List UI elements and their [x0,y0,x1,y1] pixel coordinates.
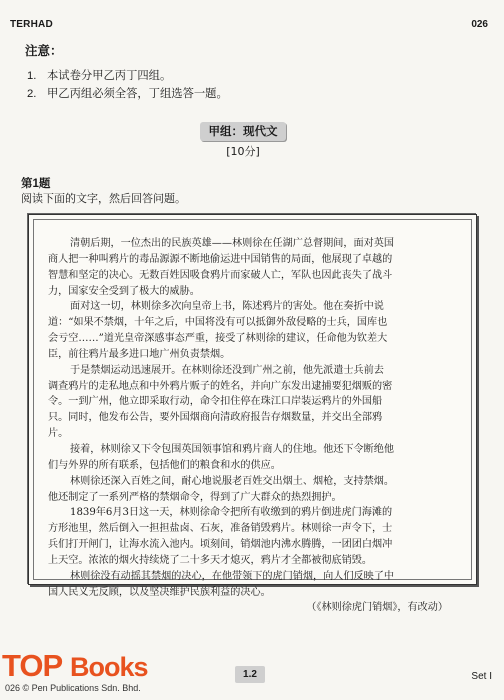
passage-line-text: 们与外界的所有联系，包括他们的粮食和水的供应。 [48,459,281,471]
notice-item-number: 2. [27,88,37,100]
question-title: 第1题 [21,178,51,190]
passage-line-text: 调查鸦片的走私地点和中外鸦片贩子的姓名，并向广东发出逮捕要犯烟贩的密 [48,380,393,392]
passage-line-text: 接着，林则徐又下令包围英国领事馆和鸦片商人的住地。他还下令断绝他 [70,443,394,455]
passage-line [48,394,454,410]
section-marks: [10分] [226,145,260,158]
passage-line [48,426,454,442]
footer-copyright: 026 © Pen Publications Sdn. Bhd. [5,683,141,693]
passage-line-text: 会亏空……”道光皇帝深感事态严重，接受了林则徐的建议，任命他为钦差大 [48,333,388,345]
passage-line [48,379,454,395]
notice-title: 注意： [25,43,63,58]
passage-line [48,363,454,379]
passage-line [48,268,454,284]
passage-line-text: 1839年6月3日这一天，林则徐命令把所有收缴到的鸦片倒进虎门海滩的 [70,507,393,519]
passage-line [48,236,454,252]
passage-line-text: 上天空。浓浓的烟火持续烧了二十多天才熄灭，鸦片才全都被彻底销毁。 [48,554,372,566]
passage-line [48,553,454,569]
passage-line-text: 林则徐还深入百姓之间，耐心地说服老百姓交出烟土、烟枪，支持禁烟。 [70,475,394,487]
passage-text [48,236,454,616]
passage-line [48,284,454,300]
header-restricted-label: TERHAD [10,19,53,30]
passage-line-text: 片。 [48,428,69,440]
notice-item [27,67,228,85]
header-paper-code: 026 [471,19,488,30]
passage-source: （《林则徐虎门销烟》，有改动） [306,602,448,614]
passage-line [48,585,454,601]
passage-line-text: 道：“如果不禁烟，十年之后，中国将没有可以抵御外敌侵略的士兵，国库也 [48,317,388,329]
notice-item [27,85,228,103]
passage-line [48,569,454,585]
passage-line-text: 力，国家安全受到了极大的威胁。 [48,285,200,297]
notice-item-text: 本试卷分甲乙丙丁四组。 [47,69,172,82]
passage-line [48,410,454,426]
passage-line-text: 商人把一种叫鸦片的毒品源源不断地偷运进中国销售的局面，他展现了卓越的 [48,253,393,265]
section-label: 甲组：现代文 [200,122,286,141]
passage-line [48,474,454,490]
page-number: 1.2 [235,666,265,683]
passage-line-text: 林则徐没有动摇其禁烟的决心，在他带领下的虎门销烟，向人们反映了中 [70,570,394,582]
passage-line [48,315,454,331]
passage-line [48,331,454,347]
passage-line-text: 方形池里，然后倒入一担担盐卤、石灰，准备销毁鸦片。林则徐一声令下，士 [48,523,393,535]
passage-line [48,490,454,506]
passage-line [48,458,454,474]
passage-line-text: 于是禁烟运动迅速展开。在林则徐还没到广州之前，他先派遣士兵前去 [70,364,384,376]
passage-line-text: 兵们打开闸门，让海水流入池内。顷刻间，销烟池内沸水腾腾，一团团白烟冲 [48,539,393,551]
passage-line [48,252,454,268]
question-instruction: 阅读下面的文字，然后回答问题。 [21,192,186,205]
passage-line-text: 智慧和坚定的决心。无数百姓因吸食鸦片而家破人亡，军队也因此丧失了战斗 [48,269,393,281]
passage-line [48,505,454,521]
logo-books-text: Books [70,652,148,682]
logo-top-text: TOP [2,648,63,683]
passage-line-text: 他还制定了一系列严格的禁烟命令，得到了广大群众的热烈拥护。 [48,491,342,503]
set-label: Set I [471,671,492,682]
passage-line [48,521,454,537]
passage-line-text: 臣，前往鸦片最多进口地广州负责禁烟。 [48,348,231,360]
passage-line [48,442,454,458]
passage-line-text: 只。同时，他发布公告，要外国烟商向清政府报告存烟数量，并交出全部鸦 [48,412,383,424]
notice-item-text: 甲乙丙组必须全答，丁组选答一题。 [47,87,228,100]
passage-line-text: 面对这一切，林则徐多次向皇帝上书，陈述鸦片的害处。他在奏折中说 [70,301,384,313]
notice-item-number: 1. [27,70,37,82]
passage-line [48,537,454,553]
passage-line-text: 国人民义无反顾，以及坚决维护民族利益的决心。 [48,586,271,598]
passage-line [48,347,454,363]
notice-list [27,67,228,103]
passage-line [48,299,454,315]
passage-line-text: 令。一到广州，他立即采取行动，命令扣住停在珠江口岸装运鸦片的外国船 [48,396,383,408]
passage-line-text: 清朝后期，一位杰出的民族英雄——林则徐在任湖广总督期间，面对英国 [70,238,394,249]
